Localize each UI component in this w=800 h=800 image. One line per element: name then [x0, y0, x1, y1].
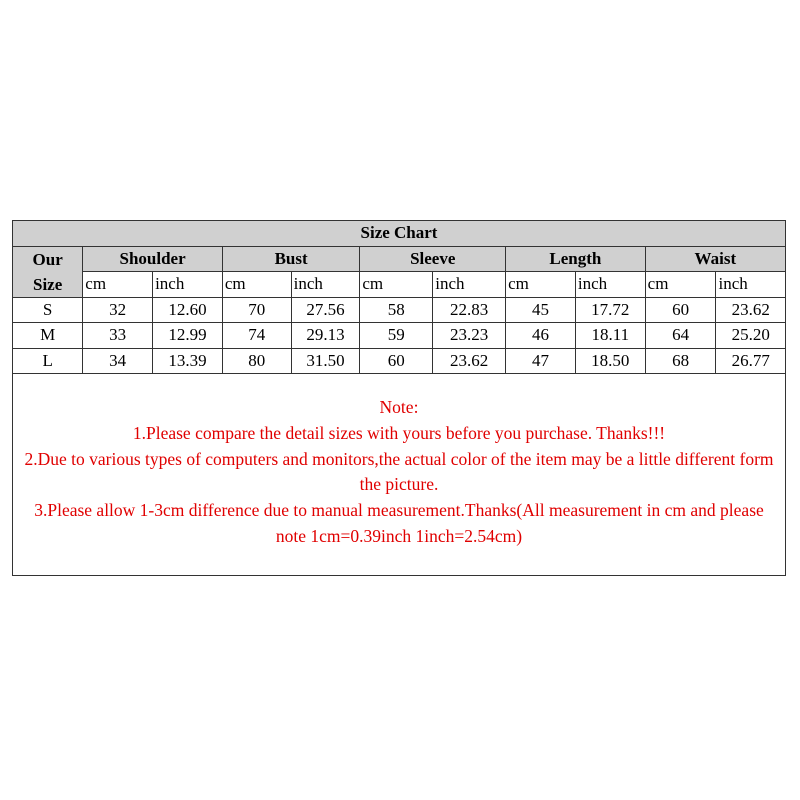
table-row: [13, 348, 785, 374]
size-label: M: [13, 323, 83, 349]
table-cell: 13.39: [153, 348, 223, 374]
size-chart-title: Size Chart: [13, 221, 785, 246]
shoulder-header: Shoulder: [83, 246, 223, 272]
table-cell: 12.99: [153, 323, 223, 349]
table-cell: 25.20: [716, 323, 785, 349]
table-cell: 80: [222, 348, 291, 374]
sleeve-cm-unit: cm: [360, 272, 433, 298]
table-row: [13, 297, 785, 323]
table-cell: 17.72: [575, 297, 645, 323]
table-cell: 46: [506, 323, 576, 349]
table-cell: 34: [83, 348, 153, 374]
sleeve-inch-unit: inch: [433, 272, 506, 298]
table-cell: 47: [506, 348, 576, 374]
waist-header: Waist: [645, 246, 785, 272]
length-cm-unit: cm: [506, 272, 576, 298]
size-label: L: [13, 348, 83, 374]
table-cell: 33: [83, 323, 153, 349]
length-header: Length: [506, 246, 646, 272]
bust-cm-unit: cm: [222, 272, 291, 298]
table-row: [13, 323, 785, 349]
length-inch-unit: inch: [575, 272, 645, 298]
table-cell: 18.11: [575, 323, 645, 349]
notes-section: [13, 395, 785, 550]
measurement-header-row: [13, 246, 785, 272]
our-size-header-line2: Size: [33, 274, 63, 294]
size-chart: [12, 220, 786, 576]
table-cell: 60: [360, 348, 433, 374]
our-size-header: [13, 246, 83, 297]
table-cell: 32: [83, 297, 153, 323]
table-cell: 68: [645, 348, 716, 374]
table-cell: 23.62: [716, 297, 785, 323]
table-cell: 23.23: [433, 323, 506, 349]
shoulder-inch-unit: inch: [153, 272, 223, 298]
note-heading: Note:: [379, 397, 419, 417]
table-cell: 29.13: [291, 323, 360, 349]
sleeve-header: Sleeve: [360, 246, 506, 272]
note-item: 1.Please compare the detail sizes with yours before you purchase. Thanks!!!: [132, 422, 666, 443]
table-cell: 74: [222, 323, 291, 349]
unit-header-row: [13, 272, 785, 298]
table-cell: 23.62: [433, 348, 506, 374]
waist-cm-unit: cm: [645, 272, 716, 298]
size-label: S: [13, 297, 83, 323]
bust-inch-unit: inch: [291, 272, 360, 298]
table-cell: 45: [506, 297, 576, 323]
table-cell: 58: [360, 297, 433, 323]
note-item: 2.Due to various types of computers and monitors,the actual color of the item may be a little different form the picture.: [24, 448, 774, 495]
size-table: [13, 221, 785, 374]
title-row: [13, 221, 785, 246]
bust-header: Bust: [222, 246, 360, 272]
table-cell: 59: [360, 323, 433, 349]
table-cell: 64: [645, 323, 716, 349]
waist-inch-unit: inch: [716, 272, 785, 298]
table-cell: 12.60: [153, 297, 223, 323]
note-item: 3.Please allow 1-3cm difference due to manual measurement.Thanks(All measurement in cm and please note 1cm=0.39inch 1inch=2.54cm): [34, 500, 764, 546]
table-cell: 18.50: [575, 348, 645, 374]
our-size-header-line1: Our: [32, 249, 63, 269]
table-cell: 26.77: [716, 348, 785, 374]
table-cell: 60: [645, 297, 716, 323]
table-cell: 22.83: [433, 297, 506, 323]
table-cell: 70: [222, 297, 291, 323]
table-cell: 27.56: [291, 297, 360, 323]
shoulder-cm-unit: cm: [83, 272, 153, 298]
table-cell: 31.50: [291, 348, 360, 374]
